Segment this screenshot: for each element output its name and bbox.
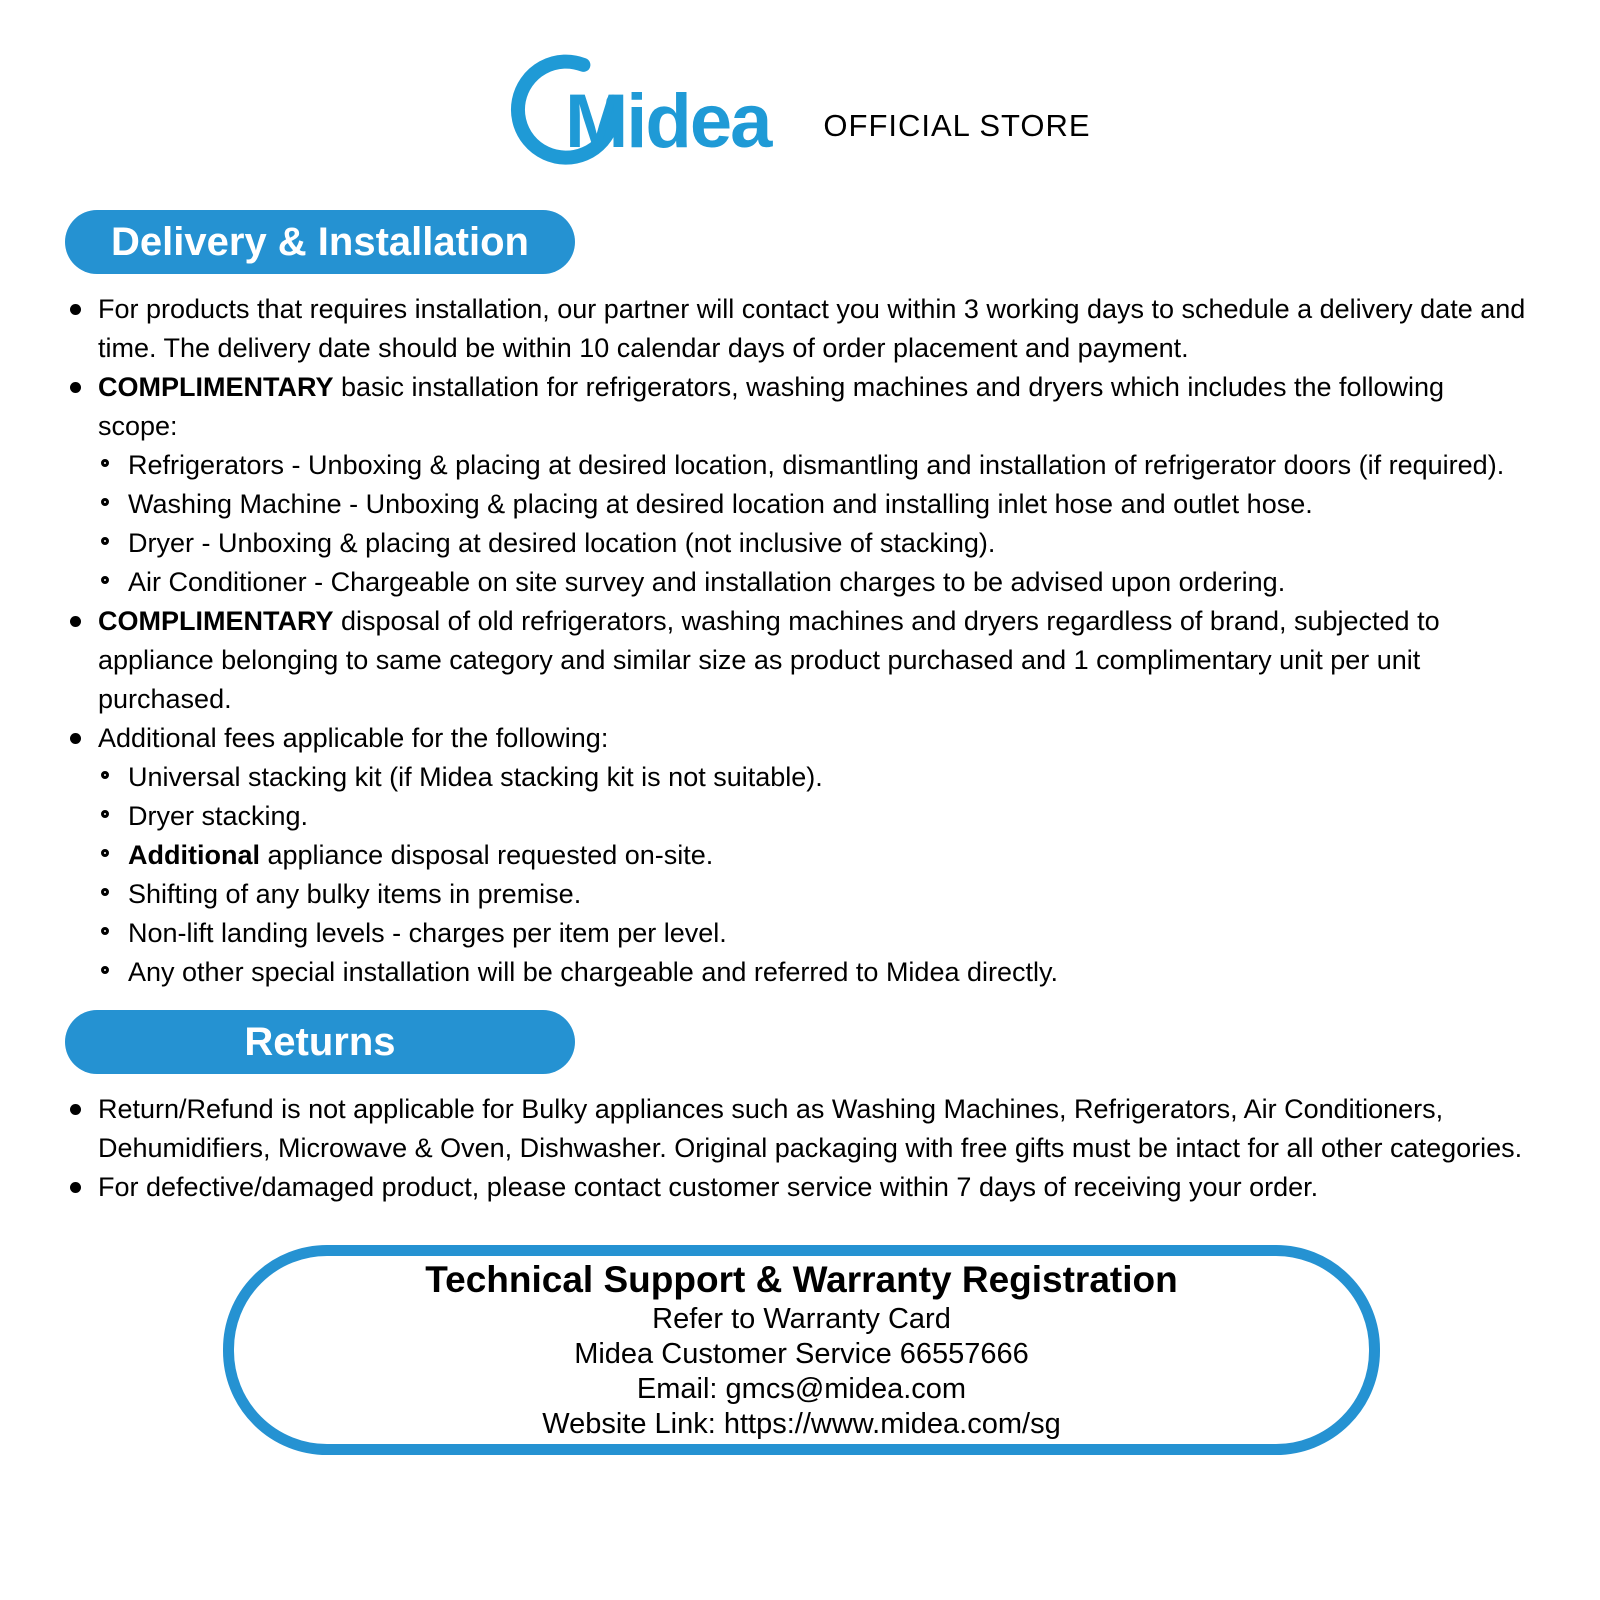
support-line-website: Website Link: https://www.midea.com/sg [542,1408,1061,1440]
list-item: For products that requires installation, our partner will contact you within 3 working days to schedule a delivery date and time. The delivery date should be within 10 calendar days of order placement and payment. [70,290,1530,368]
bullet-dot-icon [70,1104,81,1115]
bullet-dot-icon [70,382,81,393]
bullet-circle-icon [101,927,109,935]
section-header-returns [65,1010,575,1074]
list-item: Dryer - Unboxing & placing at desired location (not inclusive of stacking). [100,524,1530,563]
list-item: Additional fees applicable for the following: [70,719,1530,758]
bullet-dot-icon [70,733,81,744]
list-item: Refrigerators - Unboxing & placing at desired location, dismantling and installation of refrigerator doors (if required). [100,446,1530,485]
list-item: Shifting of any bulky items in premise. [100,875,1530,914]
bullet-circle-icon [101,849,109,857]
list-item: COMPLIMENTARY disposal of old refrigerators, washing machines and dryers regardless of brand, subjected to appliance belonging to same category and similar size as product purchased and 1 complimentary unit per unit purchased. [70,602,1530,719]
bullet-circle-icon [101,498,109,506]
header [0,0,1600,166]
bullet-dot-icon [70,304,81,315]
list-item: Air Conditioner - Chargeable on site survey and installation charges to be advised upon ordering. [100,563,1530,602]
bullet-dot-icon [70,616,81,627]
bullet-circle-icon [101,966,109,974]
list-item: For defective/damaged product, please contact customer service within 7 days of receiving your order. [70,1168,1530,1207]
support-line-phone: Midea Customer Service 66557666 [574,1338,1029,1370]
support-line-warranty: Refer to Warranty Card [652,1303,951,1335]
bullet-circle-icon [101,459,109,467]
returns-list [0,1090,1600,1207]
bullet-circle-icon [101,537,109,545]
list-item: Washing Machine - Unboxing & placing at desired location and installing inlet hose and outlet hose. [100,485,1530,524]
bullet-circle-icon [101,888,109,896]
delivery-list [0,290,1600,992]
list-item: Additional appliance disposal requested on-site. [100,836,1530,875]
list-item: COMPLIMENTARY basic installation for refrigerators, washing machines and dryers which includes the following scope: [70,368,1530,446]
store-label: OFFICIAL STORE [823,108,1091,143]
bullet-circle-icon [101,576,109,584]
section-title: Delivery & Installation [111,219,529,264]
list-item: Non-lift landing levels - charges per item per level. [100,914,1530,953]
bullet-circle-icon [101,810,109,818]
bullet-circle-icon [101,771,109,779]
list-item: Dryer stacking. [100,797,1530,836]
brand-wordmark: Midea [565,79,771,164]
section-title: Returns [244,1019,396,1064]
section-header-delivery [65,210,575,274]
midea-logo-icon [509,46,809,166]
list-item: Universal stacking kit (if Midea stacking kit is not suitable). [100,758,1530,797]
support-box-title: Technical Support & Warranty Registration [425,1259,1178,1300]
list-item: Any other special installation will be chargeable and referred to Midea directly. [100,953,1530,992]
bullet-dot-icon [70,1182,81,1193]
support-line-email: Email: gmcs@midea.com [636,1373,967,1405]
support-box [223,1245,1380,1455]
list-item: Return/Refund is not applicable for Bulky appliances such as Washing Machines, Refrigerators, Air Conditioners, Dehumidifiers, Microwave & Oven, Dishwasher. Original packaging with free gifts must be intact for all other categories. [70,1090,1530,1168]
